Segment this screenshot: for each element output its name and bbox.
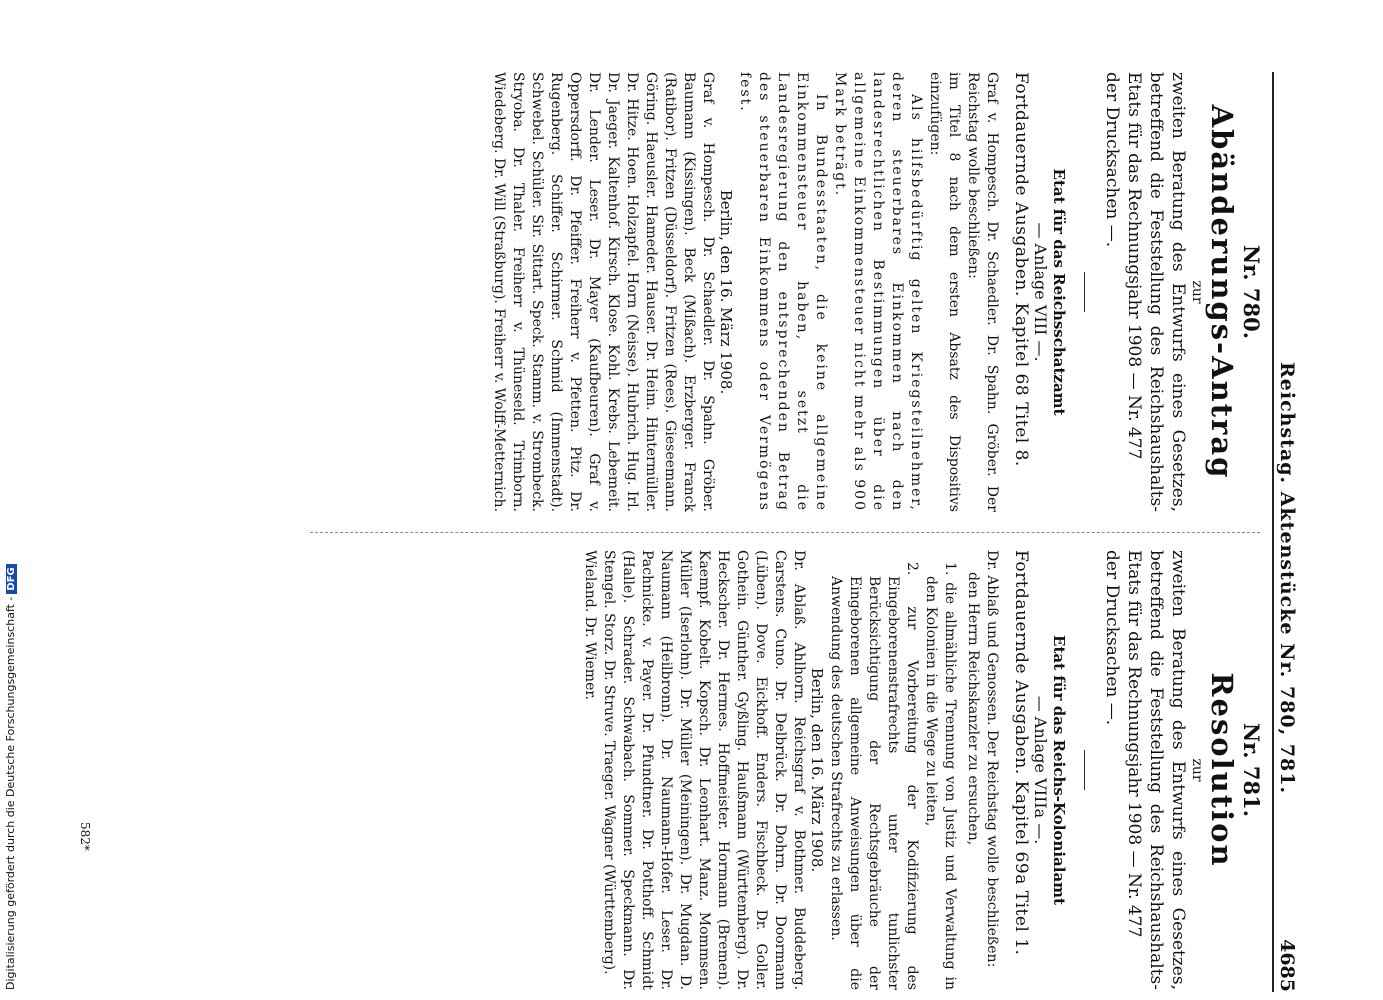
- separator: [1084, 272, 1085, 312]
- date-line: Berlin, den 16. März 1908.: [808, 667, 826, 873]
- doc-heading: Resolution: [1205, 672, 1239, 868]
- intro-end: der Drucksachen —.: [1102, 72, 1122, 248]
- anlage-label: — Anlage VIIIa —.: [1031, 695, 1050, 845]
- intro-text: zweiten Beratung des Entwurfs eines Gesetzes, betreffend die Feststellung des Reichshaushalts-Etats für das Rechnungsjahr 1908 — Nr. 477: [1124, 72, 1188, 512]
- page-number: 4685: [1276, 939, 1298, 992]
- signatories-last-line: Wieland. Dr. Wiemer.: [582, 550, 598, 700]
- motion-body: [735, 72, 1001, 512]
- proposers: Graf v. Hompesch. Dr. Schaedler. Dr. Spahn. Gröber. Der Reichstag wolle beschließen:: [965, 72, 1000, 512]
- document-780: [489, 72, 1264, 512]
- etat-title: Etat für das Reichsschatzamt: [1050, 168, 1068, 416]
- proposers: Dr. Ablaß und Genossen. Der Reichstag wolle beschließen:: [984, 550, 1000, 968]
- resolution-body: [826, 550, 1001, 990]
- doc-heading: Abänderungs-Antrag: [1205, 104, 1239, 480]
- doc-number: Nr. 780.: [1239, 244, 1264, 340]
- paragraph-2: In Bundesstaaten, die keine allgemeine Einkommensteuer haben, setzt die Landesregierung den entsprechenden Betrag des steuerbaren Einkommens oder Vermögens fest.: [737, 72, 829, 512]
- column-divider: [310, 532, 1260, 533]
- rotated-page: [300, 72, 1300, 992]
- list-item: 2. zur Vorbereitung der Kodifizierung des Eingeborenenstrafrechts unter tunlichster Berücksichtigung der Rechtsgebräuche der Eingeborenen allgemeine Anweisungen über die Anwendung des deutschen Strafrechts zu erlassen.: [828, 562, 920, 990]
- resolution-items: [826, 550, 959, 990]
- header-rule: [1272, 72, 1274, 992]
- zur-label: zur: [1189, 758, 1205, 782]
- running-head: [1272, 72, 1300, 992]
- zur-label: zur: [1189, 280, 1205, 304]
- paragraph-1: Als hilfsbedürftig gelten Kriegsteilnehmer, deren steuerbares Einkommen nach den landesrechtlichen Bestimmungen über die allgemeine Einkommensteuer nicht mehr als 900 Mark beträgt.: [832, 72, 924, 512]
- signature-mark: 582*: [78, 822, 92, 851]
- separator: [1084, 750, 1085, 790]
- document-781: [580, 550, 1264, 990]
- instruction: im Titel 8 nach dem ersten Absatz des Dispositivs einzufügen:: [927, 72, 962, 512]
- running-head-title: Reichstag. Aktenstücke Nr. 780, 781.: [1276, 362, 1298, 795]
- expenditure-line: Fortdauernde Ausgaben. Kapitel 68 Titel 8.: [1011, 72, 1031, 467]
- signatories: Graf v. Hompesch. Dr. Schaedler. Dr. Spahn. Gröber. Baumann (Kissingen). Beck (Mißach). Erzberger. Franck (Ratibor). Fritzen (Düsseldorf). Fritzen (Rees). Gieseemann. Göring. Haeusler. Hameder. Hauser. Dr. Heim. Hintermüller. Dr. Hitze. Hoen. Holzapfel. Horn (Neisse). Hubrich. Hug. Irl. Dr. Jaeger. Kaltenhof. Kirsch. Klose. Kohl. Krebs. Lebemeit. Dr. Lender. Leser. Dr. Mayer (Kaufbeuren). Graf v. Oppersdorff. Dr. Pfeiffer. Freiherr v. Pfetten. Pitz. Dr. Rugenberg. Schiffer. Schirmer. Schmid (Immenstadt). Schwebel. Schüler. Sir. Sittart. Speck. Stamm. v. Strombeck. Stryoba. Dr. Thaler. Freiherr v. Thüneseld. Trimborn. Wiedeberg. Dr. Will (Straßburg). Freiherr v. Wolff-Metternich.: [491, 72, 716, 512]
- funding-note: [4, 564, 17, 990]
- list-item: 1. die allmähliche Trennung von Justiz und Verwaltung in den Kolonien in die Wege zu leiten,: [923, 562, 958, 990]
- intro-end: der Drucksachen —.: [1102, 550, 1122, 726]
- doc-number: Nr. 781.: [1239, 722, 1264, 818]
- signatories: Dr. Ablaß. Ahlhorn. Reichsgraf v. Bothmer. Buddeberg. Carstens. Cuno. Dr. Delbrück. Dr. Dohrn. Dr. Doormann (Lüben). Dove. Eickhoff. Enders. Fischbeck. Dr. Goller. Gothein. Günther. Gyßling. Haußmann (Württemberg). Dr. Heckscher. Dr. Hermes. Hoffmeister. Hormann (Bremen). Kaempf. Kobelt. Kopsch. Dr. Leonhart. Manz. Mommsen. Müller (Iserlohn). Dr. Müller (Meiningen). Dr. Mugdan. D. Naumann (Heilbronn). Dr. Naumann-Hofer. Leser. Dr. Pachnicke. v. Payer. Dr. Pfundtner. Dr. Potthoff. Schmidt (Halle). Schrader. Schwabach. Sommer. Speckmann. Dr. Stengel. Storz. Dr. Struve. Traeger. Wagner (Württemberg).: [601, 550, 807, 990]
- dfg-logo: DFG: [6, 564, 17, 593]
- request-line: den Herrn Reichskanzler zu ersuchen,: [965, 572, 981, 846]
- anlage-label: — Anlage VIII —.: [1031, 222, 1050, 362]
- funding-text: Digitalisierung gefördert durch die Deutsche Forschungsgemeinschaft -: [4, 596, 17, 990]
- etat-title: Etat für das Reichs-Kolonialamt: [1050, 635, 1068, 905]
- intro-text: zweiten Beratung des Entwurfs eines Gesetzes, betreffend die Feststellung des Reichshaushalts-Etats für das Rechnungsjahr 1908 — Nr. 477: [1124, 550, 1188, 990]
- date-line: Berlin, den 16. März 1908.: [717, 189, 735, 395]
- expenditure-line: Fortdauernde Ausgaben. Kapitel 69a Titel 1.: [1011, 550, 1031, 956]
